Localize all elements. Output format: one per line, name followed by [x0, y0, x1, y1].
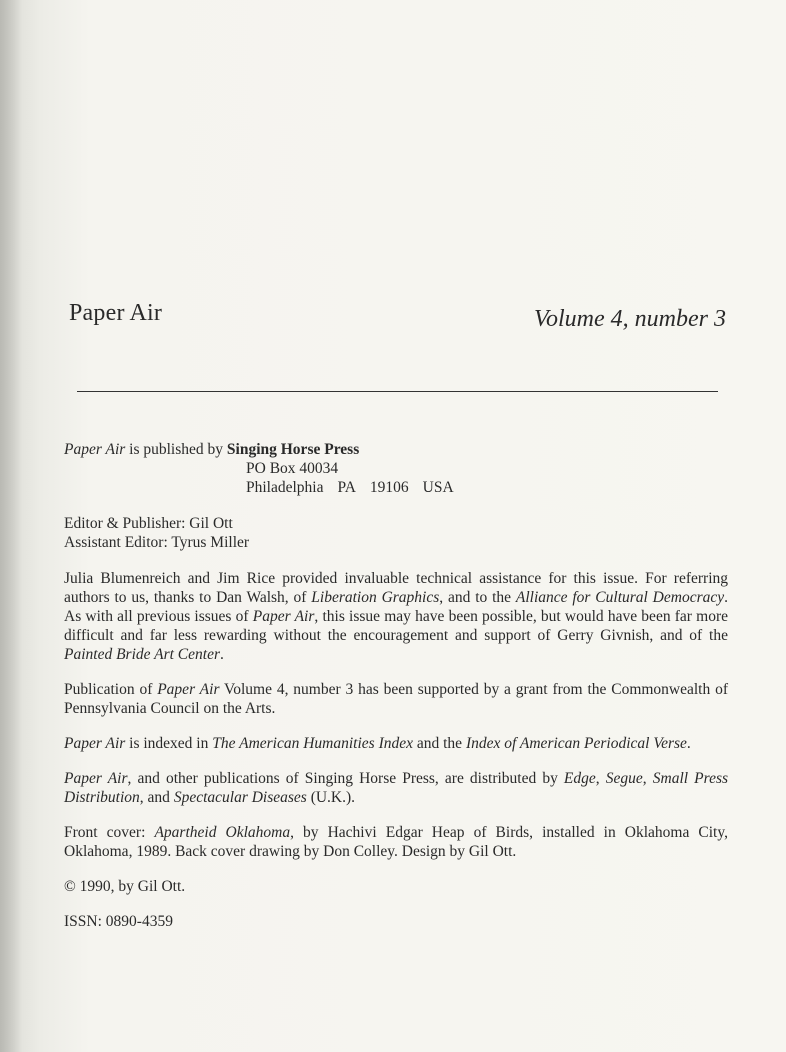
address-line1: PO Box 40034: [246, 460, 339, 477]
volume-label: Volume 4, number 3: [534, 306, 726, 332]
publisher-block: [64, 440, 728, 459]
editor-line: Editor & Publisher: Gil Ott: [64, 515, 233, 532]
credits-paragraph: Julia Blumenreich and Jim Rice provided invaluable technical assistance for this issue. For referring authors to us, thanks to Dan Walsh, of Liberation Graphics, and to the Alliance for Cultural Democracy. As with all previous issues of Paper Air, this issue may have been possible, but would have been far more difficult and far less rewarding without the encouragement and support of Gerry Givnish, and of the Painted Bride Art Center.: [64, 570, 729, 663]
publisher-name: Singing Horse Press: [226, 441, 360, 458]
copyright-line: © 1990, by Gil Ott.: [64, 878, 186, 895]
address-line2: Philadelphia PA 19106 USA: [246, 479, 454, 496]
publisher-address: [246, 459, 728, 497]
journal-title: Paper Air: [69, 300, 163, 326]
staff-block: [64, 514, 728, 552]
page-spine-shadow: [0, 0, 22, 1052]
publisher-lead: Paper Air is published by Singing Horse Press: [64, 441, 360, 458]
assistant-editor-line: Assistant Editor: Tyrus Miller: [64, 534, 250, 551]
index-paragraph: Paper Air is indexed in The American Humanities Index and the Index of American Periodical Verse.: [64, 735, 691, 752]
issn-line: ISSN: 0890-4359: [64, 913, 173, 930]
distribution-paragraph: Paper Air, and other publications of Singing Horse Press, are distributed by Edge, Segue, Small Press Distribution, and Spectacular Diseases (U.K.).: [64, 770, 729, 806]
horizontal-rule: [77, 391, 718, 392]
grant-paragraph: Publication of Paper Air Volume 4, number 3 has been supported by a grant from the Commonwealth of Pennsylvania Council on the Arts.: [64, 681, 729, 717]
colophon-body: [64, 440, 728, 931]
cover-paragraph: Front cover: Apartheid Oklahoma, by Hachivi Edgar Heap of Birds, installed in Oklahoma City, Oklahoma, 1989. Back cover drawing by Don Colley. Design by Gil Ott.: [64, 824, 728, 860]
